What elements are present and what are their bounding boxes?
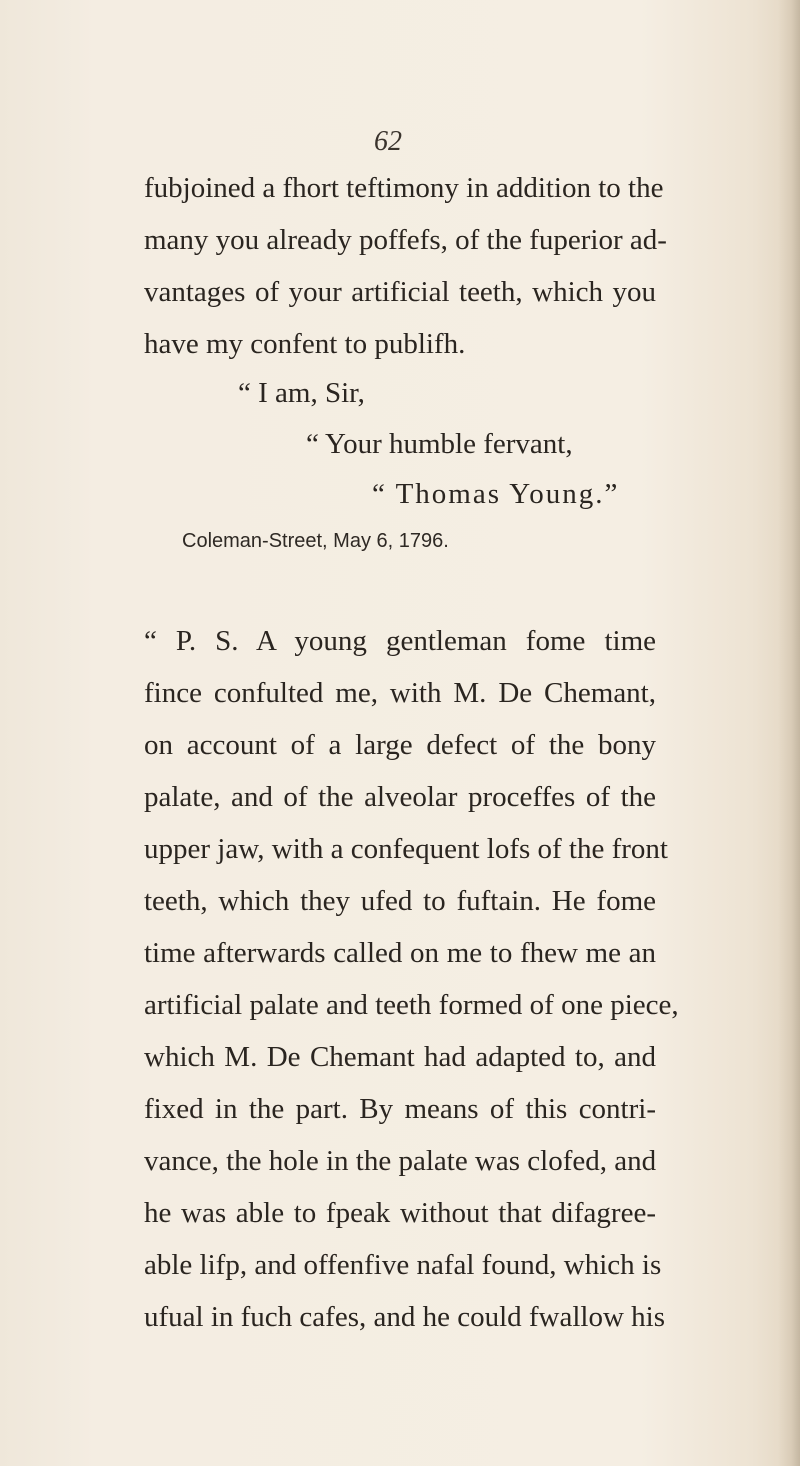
paragraph-2-line-13: able lifp, and offenfive nafal found, which is [144,1249,662,1281]
paragraph-2-line-10: fixed in the part. By means of this contri- [144,1093,656,1125]
paragraph-2-line-4: palate, and of the alveolar proceffes of the [144,781,656,813]
paragraph-1-line-4: have my confent to publifh. [144,328,466,360]
paragraph-1-line-2: many you already poffefs, of the fuperior ad- [144,224,667,256]
page-number: 62 [374,126,402,157]
paragraph-2-line-1: “ P. S. A young gentleman fome time [144,625,656,657]
paragraph-2-line-11: vance, the hole in the palate was clofed, and [144,1145,657,1177]
dateline: Coleman-Street, May 6, 1796. [182,530,449,552]
closing-line-2: “ Your humble fervant, [306,428,573,460]
paragraph-2-line-12: he was able to fpeak without that difagree- [144,1197,656,1229]
paragraph-2-line-9: which M. De Chemant had adapted to, and [144,1041,656,1073]
paragraph-1-line-1: fubjoined a fhort teftimony in addition to the [144,172,664,204]
paragraph-2-line-2: fince confulted me, with M. De Chemant, [144,677,656,709]
paragraph-2-line-8: artificial palate and teeth formed of one piece, [144,989,679,1021]
paragraph-2-line-3: on account of a large defect of the bony [144,729,656,761]
paragraph-1-line-3: vantages of your artificial teeth, which you [144,276,656,308]
paragraph-2-line-7: time afterwards called on me to fhew me an [144,937,656,969]
paragraph-2-line-6: teeth, which they ufed to fuftain. He fome [144,885,656,917]
paragraph-2-line-14: ufual in fuch cafes, and he could fwallow his [144,1301,666,1333]
signature-name: “ Thomas Young.” [372,478,620,510]
paragraph-2-line-5: upper jaw, with a confequent lofs of the front [144,833,668,865]
page-edge-shadow [778,0,800,1466]
closing-line-1: “ I am, Sir, [238,377,365,409]
